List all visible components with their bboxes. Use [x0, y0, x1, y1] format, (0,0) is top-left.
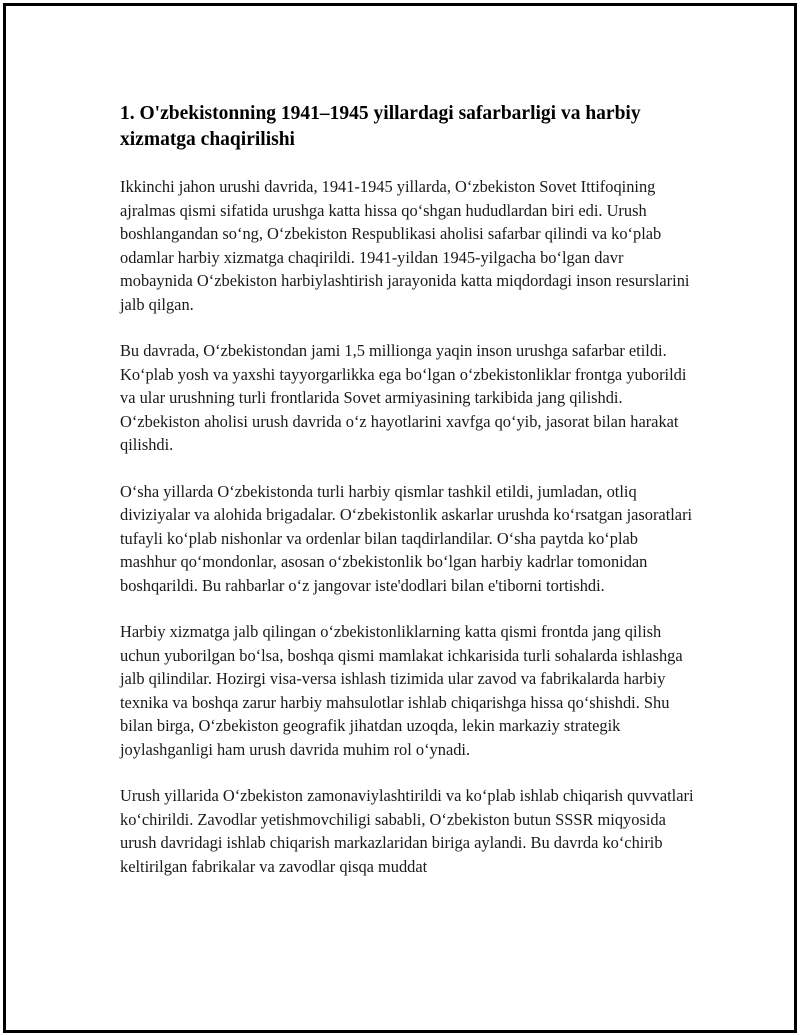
- section-heading: 1. O'zbekistonning 1941–1945 yillardagi safarbarligi va harbiy xizmatga chaqirilishi: [120, 103, 641, 150]
- paragraph-4: Harbiy xizmatga jalb qilingan o‘zbekistonliklarning katta qismi frontda jang qilish uchun yuborilgan bo‘lsa, boshqa qismi mamlakat ichkarisida turli sohalarda ishlashga jalb qilindilar. Hozirgi visa-versa ishlash tizimida ular zavod va fabrikalarda harbiy texnika va boshqa zarur harbiy mahsulotlar ishlab chiqarishga hissa qo‘shishdi. Shu bilan birga, O‘zbekiston geografik jihatdan uzoqda, lekin markaziy strategik joylashganligi ham urush davrida muhim rol o‘ynadi.: [120, 622, 683, 759]
- paragraph-2: Bu davrada, O‘zbekistondan jami 1,5 millionga yaqin inson urushga safarbar etildi. Ko‘plab yosh va yaxshi tayyorgarlikka ega bo‘lgan o‘zbekistonliklar frontga yuborildi va ular urushning turli frontlarida Sovet armiyasining tarkibida jang qilishdi. O‘zbekiston aholisi urush davrida o‘z hayotlarini xavfga qo‘yib, jasorat bilan harakat qilishdi.: [120, 341, 687, 454]
- paragraph-1: Ikkinchi jahon urushi davrida, 1941-1945 yillarda, O‘zbekiston Sovet Ittifoqining ajralmas qismi sifatida urushga katta hissa qo‘shgan hududlardan biri edi. Urush boshlangandan so‘ng, O‘zbekiston Respublikasi aholisi safarbar qilindi va ko‘plab odamlar harbiy xizmatga chaqirildi. 1941-yildan 1945-yilgacha bo‘lgan davr mobaynida O‘zbekiston harbiylashtirish jarayonida katta miqdordagi inson resurslarini jalb qilgan.: [120, 177, 690, 314]
- document-body: [120, 101, 695, 901]
- page-frame: [3, 3, 797, 1033]
- paragraph-5: Urush yillarida O‘zbekiston zamonaviylashtirildi va ko‘plab ishlab chiqarish quvvatlari ko‘chirildi. Zavodlar yetishmovchiligi sababli, O‘zbekiston butun SSSR miqyosida urush davridagi ishlab chiqarish markazlaridan biriga aylandi. Bu davrda ko‘chirib keltirilgan fabrikalar va zavodlar qisqa muddat: [120, 786, 694, 876]
- paragraph-3: O‘sha yillarda O‘zbekistonda turli harbiy qismlar tashkil etildi, jumladan, otliq diviziyalar va alohida brigadalar. O‘zbekistonlik askarlar urushda ko‘rsatgan jasoratlari tufayli ko‘plab nishonlar va ordenlar bilan taqdirlandilar. O‘sha paytda ko‘plab mashhur qo‘mondonlar, asosan o‘zbekistonlik bo‘lgan harbiy kadrlar tomonidan boshqarildi. Bu rahbarlar o‘z jangovar iste'dodlari bilan e'tiborni tortishdi.: [120, 481, 693, 595]
